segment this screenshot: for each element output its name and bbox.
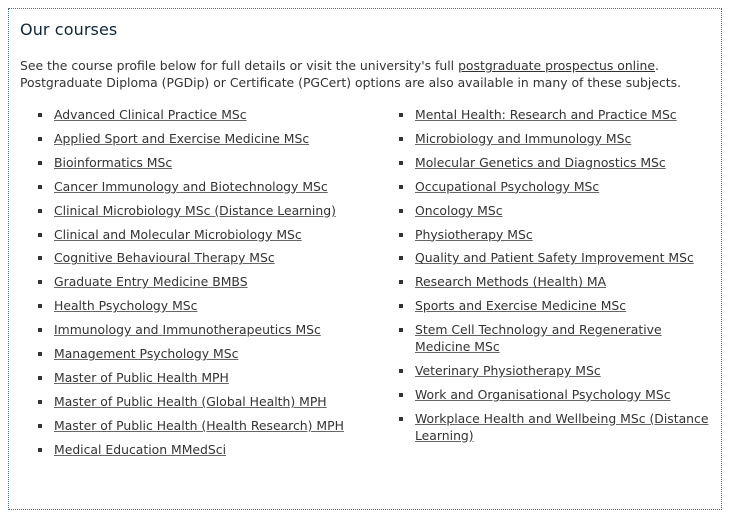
course-list-item — [399, 107, 711, 124]
course-list-item — [38, 179, 363, 196]
bullet-icon — [399, 137, 403, 141]
course-link[interactable]: Management Psychology MSc — [54, 346, 239, 362]
course-list-item — [399, 363, 711, 380]
course-list-item — [38, 155, 363, 172]
course-link[interactable]: Workplace Health and Wellbeing MSc (Distance Learning) — [415, 410, 709, 443]
course-link[interactable]: Advanced Clinical Practice MSc — [54, 107, 247, 122]
intro-text-line2: Postgraduate Diploma (PGDip) or Certificate (PGCert) options are also available in many of these subjects. — [20, 74, 682, 90]
bullet-icon — [399, 280, 403, 284]
course-link[interactable]: Cancer Immunology and Biotechnology MSc — [54, 178, 328, 194]
course-link[interactable]: Bioinformatics MSc — [54, 154, 173, 170]
course-list-item — [38, 274, 363, 291]
bullet-icon — [38, 113, 42, 117]
course-list-item — [38, 298, 363, 315]
course-list-item — [399, 155, 711, 172]
course-list-item — [38, 442, 363, 459]
course-link[interactable]: Occupational Psychology MSc — [415, 178, 600, 194]
course-list-item — [399, 203, 711, 220]
course-link[interactable]: Veterinary Physiotherapy MSc — [415, 362, 601, 378]
course-list-item — [399, 179, 711, 196]
bullet-icon — [38, 161, 42, 165]
course-link[interactable]: Work and Organisational Psychology MSc — [415, 386, 671, 402]
course-list-item — [38, 346, 363, 363]
course-link[interactable]: Stem Cell Technology and Regenerative Medicine MSc — [415, 322, 662, 355]
course-list-item — [399, 322, 711, 356]
course-list-item — [38, 203, 363, 220]
course-list-item — [38, 227, 363, 244]
bullet-icon — [38, 328, 42, 332]
bullet-icon — [38, 400, 42, 404]
course-link[interactable]: Clinical and Molecular Microbiology MSc — [54, 226, 302, 242]
bullet-icon — [38, 280, 42, 284]
course-list-left — [38, 107, 363, 466]
course-list-item — [399, 411, 711, 445]
bullet-icon — [399, 233, 403, 237]
course-link[interactable]: Research Methods (Health) MA — [415, 274, 607, 290]
bullet-icon — [38, 424, 42, 428]
course-link[interactable]: Health Psychology MSc — [54, 298, 198, 314]
bullet-icon — [399, 113, 403, 117]
course-link[interactable]: Medical Education MMedSci — [54, 441, 227, 457]
course-list-right — [399, 107, 711, 452]
bullet-icon — [38, 304, 42, 308]
course-link[interactable]: Graduate Entry Medicine BMBS — [54, 274, 248, 290]
course-link[interactable]: Mental Health: Research and Practice MSc — [415, 107, 677, 122]
course-list-item — [38, 322, 363, 339]
bullet-icon — [38, 352, 42, 356]
bullet-icon — [399, 209, 403, 213]
course-list-item — [38, 418, 363, 435]
intro-text — [20, 58, 710, 91]
prospectus-link[interactable]: postgraduate prospectus online — [458, 58, 656, 73]
course-link[interactable]: Clinical Microbiology MSc (Distance Learning) — [54, 202, 336, 218]
course-link[interactable]: Immunology and Immunotherapeutics MSc — [54, 322, 321, 338]
bullet-icon — [399, 256, 403, 260]
course-list-item — [38, 131, 363, 148]
course-list-item — [399, 387, 711, 404]
intro-text-end: . — [655, 58, 659, 73]
course-list-item — [399, 298, 711, 315]
course-link[interactable]: Cognitive Behavioural Therapy MSc — [54, 250, 275, 266]
course-list-item — [399, 250, 711, 267]
bullet-icon — [38, 233, 42, 237]
bullet-icon — [399, 369, 403, 373]
bullet-icon — [38, 209, 42, 213]
intro-text-start: See the course profile below for full details or visit the university's full — [20, 58, 459, 73]
course-list-item — [38, 370, 363, 387]
course-link[interactable]: Oncology MSc — [415, 202, 503, 218]
bullet-icon — [38, 448, 42, 452]
bullet-icon — [399, 161, 403, 165]
bullet-icon — [38, 185, 42, 189]
bullet-icon — [38, 376, 42, 380]
course-list-item — [399, 131, 711, 148]
course-list-item — [38, 394, 363, 411]
course-list-item — [399, 227, 711, 244]
bullet-icon — [399, 393, 403, 397]
course-link[interactable]: Physiotherapy MSc — [415, 226, 533, 242]
bullet-icon — [399, 185, 403, 189]
bullet-icon — [38, 256, 42, 260]
course-list-item — [38, 107, 363, 124]
course-link[interactable]: Master of Public Health MPH — [54, 369, 229, 385]
bullet-icon — [399, 417, 403, 421]
course-link[interactable]: Applied Sport and Exercise Medicine MSc — [54, 130, 310, 146]
bullet-icon — [399, 304, 403, 308]
bullet-icon — [38, 137, 42, 141]
course-link[interactable]: Sports and Exercise Medicine MSc — [415, 298, 627, 314]
course-link[interactable]: Master of Public Health (Global Health) MPH — [54, 393, 327, 409]
course-list-item — [399, 274, 711, 291]
course-list-item — [38, 250, 363, 267]
course-link[interactable]: Quality and Patient Safety Improvement MSc — [415, 250, 694, 266]
section-title: Our courses — [20, 20, 118, 39]
bullet-icon — [399, 328, 403, 332]
courses-panel — [8, 8, 722, 510]
course-link[interactable]: Microbiology and Immunology MSc — [415, 130, 632, 146]
course-link[interactable]: Molecular Genetics and Diagnostics MSc — [415, 154, 666, 170]
course-link[interactable]: Master of Public Health (Health Research) MPH — [54, 417, 344, 433]
